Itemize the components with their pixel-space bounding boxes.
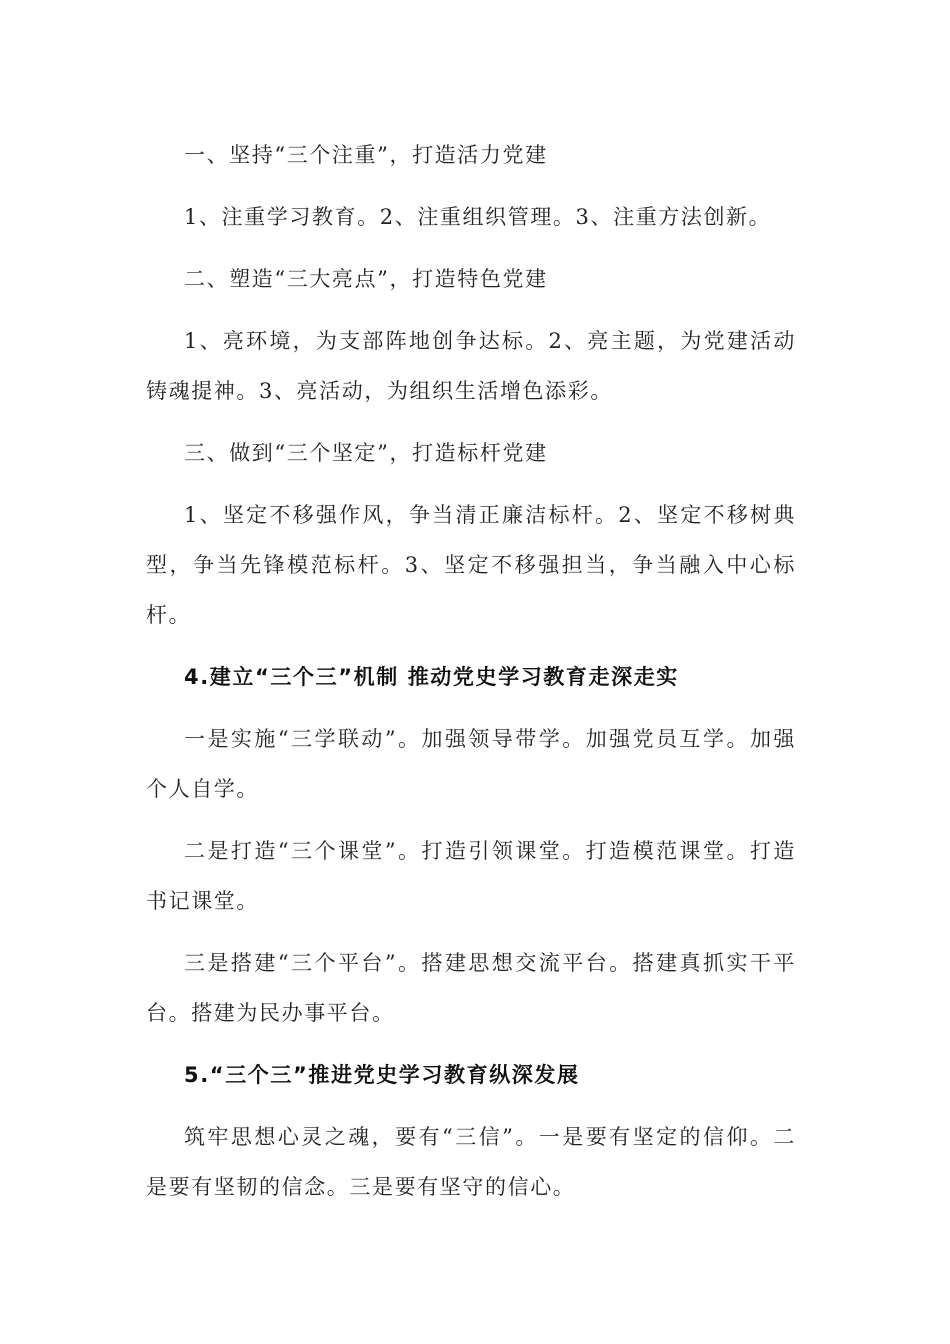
paragraph: 1、坚定不移强作风，争当清正廉洁标杆。2、坚定不移树典型，争当先锋模范标杆。3、坚定不移强担当，争当融入中心标杆。 — [146, 503, 796, 627]
paragraph: 筑牢思想心灵之魂，要有“三信”。一是要有坚定的信仰。二是要有坚韧的信念。三是要有坚守的信心。 — [146, 1125, 796, 1199]
paragraph: 1、亮环境，为支部阵地创争达标。2、亮主题，为党建活动铸魂提神。3、亮活动，为组织生活增色添彩。 — [146, 329, 796, 403]
section-heading-1: 一、坚持“三个注重”，打造活力党建 — [184, 143, 548, 167]
paragraph: 1、注重学习教育。2、注重组织管理。3、注重方法创新。 — [184, 205, 772, 229]
document-body — [146, 130, 796, 1224]
bold-heading-4: 4.建立“三个三”机制 推动党史学习教育走深走实 — [184, 665, 679, 689]
paragraph: 二是打造“三个课堂”。打造引领课堂。打造模范课堂。打造书记课堂。 — [146, 839, 796, 913]
paragraph: 一是实施“三学联动”。加强领导带学。加强党员互学。加强个人自学。 — [146, 727, 796, 801]
section-heading-3: 三、做到“三个坚定”，打造标杆党建 — [184, 441, 548, 465]
paragraph: 三是搭建“三个平台”。搭建思想交流平台。搭建真抓实干平台。搭建为民办事平台。 — [146, 951, 796, 1025]
section-heading-2: 二、塑造“三大亮点”，打造特色党建 — [184, 267, 548, 291]
bold-heading-5: 5.“三个三”推进党史学习教育纵深发展 — [184, 1063, 580, 1087]
